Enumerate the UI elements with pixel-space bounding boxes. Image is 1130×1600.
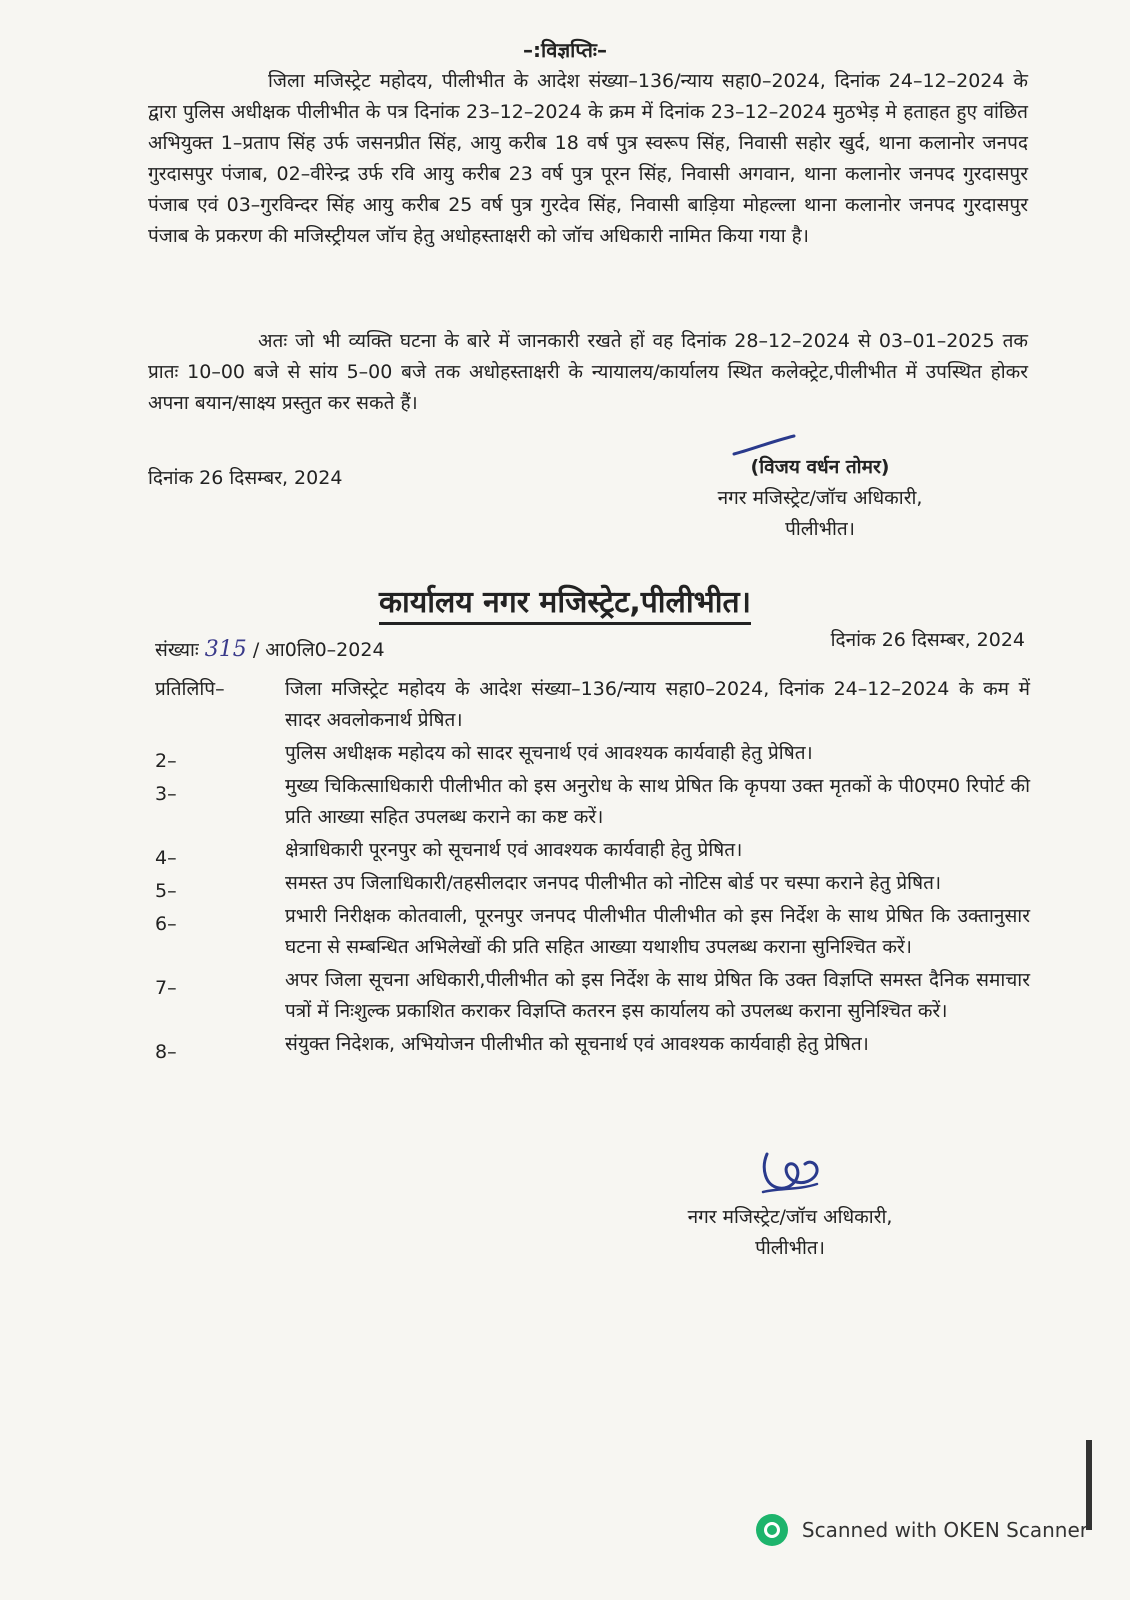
oken-logo-icon: [756, 1514, 788, 1546]
list-item: [155, 1029, 1030, 1063]
copy-number: 3–: [155, 783, 177, 805]
list-item: [155, 771, 1030, 833]
reference-number: [155, 636, 385, 662]
scanner-watermark: [756, 1514, 1088, 1546]
copy-text: संयुक्त निदेशक, अभियोजन पीलीभीत को सूचनार्थ एवं आवश्यक कार्यवाही हेतु प्रेषित।: [285, 1033, 869, 1055]
copy-text: प्रभारी निरीक्षक कोतवाली, पूरनपुर जनपद पीलीभीत पीलीभीत को इस निर्देश के साथ प्रेषित कि उक्तानुसार घटना से सम्बन्धित अभिलेखों की प्रति सहित आख्या यथाशीघ उपलब्ध कराना सुनिश्चित करें।: [285, 905, 1030, 958]
reference-label: संख्याः: [155, 639, 199, 661]
signature-mark-icon: [730, 432, 800, 462]
signature-scribble-icon: [755, 1148, 825, 1196]
office-signatory-place: पीलीभीत।: [755, 1237, 825, 1259]
copy-text: अपर जिला सूचना अधिकारी,पीलीभीत को इस निर्देश के साथ प्रेषित कि उक्त विज्ञप्ति समस्त दैनिक समाचार पत्रों में निःशुल्क प्रकाशित कराकर विज्ञप्ति कतरन इस कार्यालय को उपलब्ध कराना सुनिश्चित करें।: [285, 969, 1030, 1022]
copy-text: मुख्य चिकित्साधिकारी पीलीभीत को इस अनुरोध के साथ प्रेषित कि कृपया उक्त मृतकों के पी0एम0 रिपोर्ट की प्रति आख्या सहित उपलब्ध कराने का कष्ट करें।: [285, 775, 1030, 828]
notice-paragraph-1: जिला मजिस्ट्रेट महोदय, पीलीभीत के आदेश संख्या–136/न्याय सहा0–2024, दिनांक 24–12–2024 के द्वारा पुलिस अधीक्षक पीलीभीत के पत्र दिनांक 23–12–2024 के क्रम में दिनांक 23–12–2024 मुठभेड़ मे हताहत हुए वांछित अभियुक्त 1–प्रताप सिंह उर्फ जसनप्रीत सिंह, आयु करीब 18 वर्ष पुत्र स्वरूप सिंह, निवासी सहोर खुर्द, थाना कलानोर जनपद गुरदासपुर पंजाब, 02–वीरेन्द्र उर्फ रवि आयु करीब 23 वर्ष पुत्र पूरन सिंह, निवासी अगवान, थाना कलानोर जनपद गुरदासपुर पंजाब एवं 03–गुरविन्दर सिंह आयु करीब 25 वर्ष पुत्र गुरदेव सिंह, निवासी बाड़िया मोहल्ला थाना कलानोर जनपद गुरदासपुर पंजाब के प्रकरण की मजिस्ट्रीयल जॉच हेतु अधोहस्ताक्षरी को जॉच अधिकारी नामित किया गया है।: [148, 70, 1028, 247]
list-item: [155, 868, 1030, 902]
copy-number: 5–: [155, 880, 177, 902]
list-item: [155, 965, 1030, 1027]
scanner-watermark-text: Scanned with OKEN Scanner: [801, 1518, 1088, 1542]
signatory-title: नगर मजिस्ट्रेट/जॉच अधिकारी,: [717, 487, 923, 509]
copy-number: प्रतिलिपि–: [155, 678, 225, 700]
list-item: [155, 738, 1030, 772]
copy-number: 7–: [155, 977, 177, 999]
notice-date: दिनांक 26 दिसम्बर, 2024: [148, 467, 343, 489]
office-signatory-title: नगर मजिस्ट्रेट/जॉच अधिकारी,: [687, 1206, 893, 1228]
list-item: [155, 674, 1030, 736]
copy-text: जिला मजिस्ट्रेट महोदय के आदेश संख्या–136/न्याय सहा0–2024, दिनांक 24–12–2024 के कम में सादर अवलोकनार्थ प्रेषित।: [285, 678, 1030, 731]
notice-title: –:विज्ञप्तिः–: [523, 38, 607, 62]
signatory-name: (विजय वर्धन तोमर): [750, 456, 890, 478]
reference-handwritten-number: 315: [204, 637, 247, 662]
office-date: दिनांक 26 दिसम्बर, 2024: [830, 629, 1025, 651]
list-item: [155, 901, 1030, 963]
notice-signature-block: [660, 452, 980, 545]
copy-number: 4–: [155, 847, 177, 869]
copy-number: 2–: [155, 750, 177, 772]
list-item: [155, 835, 1030, 869]
copy-number: 6–: [155, 913, 177, 935]
copy-number: 8–: [155, 1041, 177, 1063]
office-title-text: कार्यालय नगर मजिस्ट्रेट,पीलीभीत।: [379, 585, 751, 625]
reference-suffix: / आ0लि0–2024: [252, 639, 385, 661]
notice-paragraph-2: अतः जो भी व्यक्ति घटना के बारे में जानकारी रखते हों वह दिनांक 28–12–2024 से 03–01–2025 तक प्रातः 10–00 बजे से सांय 5–00 बजे तक अधोहस्ताक्षरी के न्यायालय/कार्यालय स्थित कलेक्ट्रेट,पीलीभीत में उपस्थित होकर अपना बयान/साक्ष्य प्रस्तुत कर सकते हैं।: [148, 330, 1028, 414]
signatory-place: पीलीभीत।: [785, 518, 855, 540]
office-signature-block: [630, 1148, 950, 1264]
copy-text: पुलिस अधीक्षक महोदय को सादर सूचनार्थ एवं आवश्यक कार्यवाही हेतु प्रेषित।: [285, 742, 813, 764]
office-title: [0, 580, 1130, 621]
copy-list: [155, 662, 1030, 1062]
copy-text: समस्त उप जिलाधिकारी/तहसीलदार जनपद पीलीभीत को नोटिस बोर्ड पर चस्पा कराने हेतु प्रेषित।: [285, 872, 942, 894]
copy-text: क्षेत्राधिकारी पूरनपुर को सूचनार्थ एवं आवश्यक कार्यवाही हेतु प्रेषित।: [285, 839, 743, 861]
